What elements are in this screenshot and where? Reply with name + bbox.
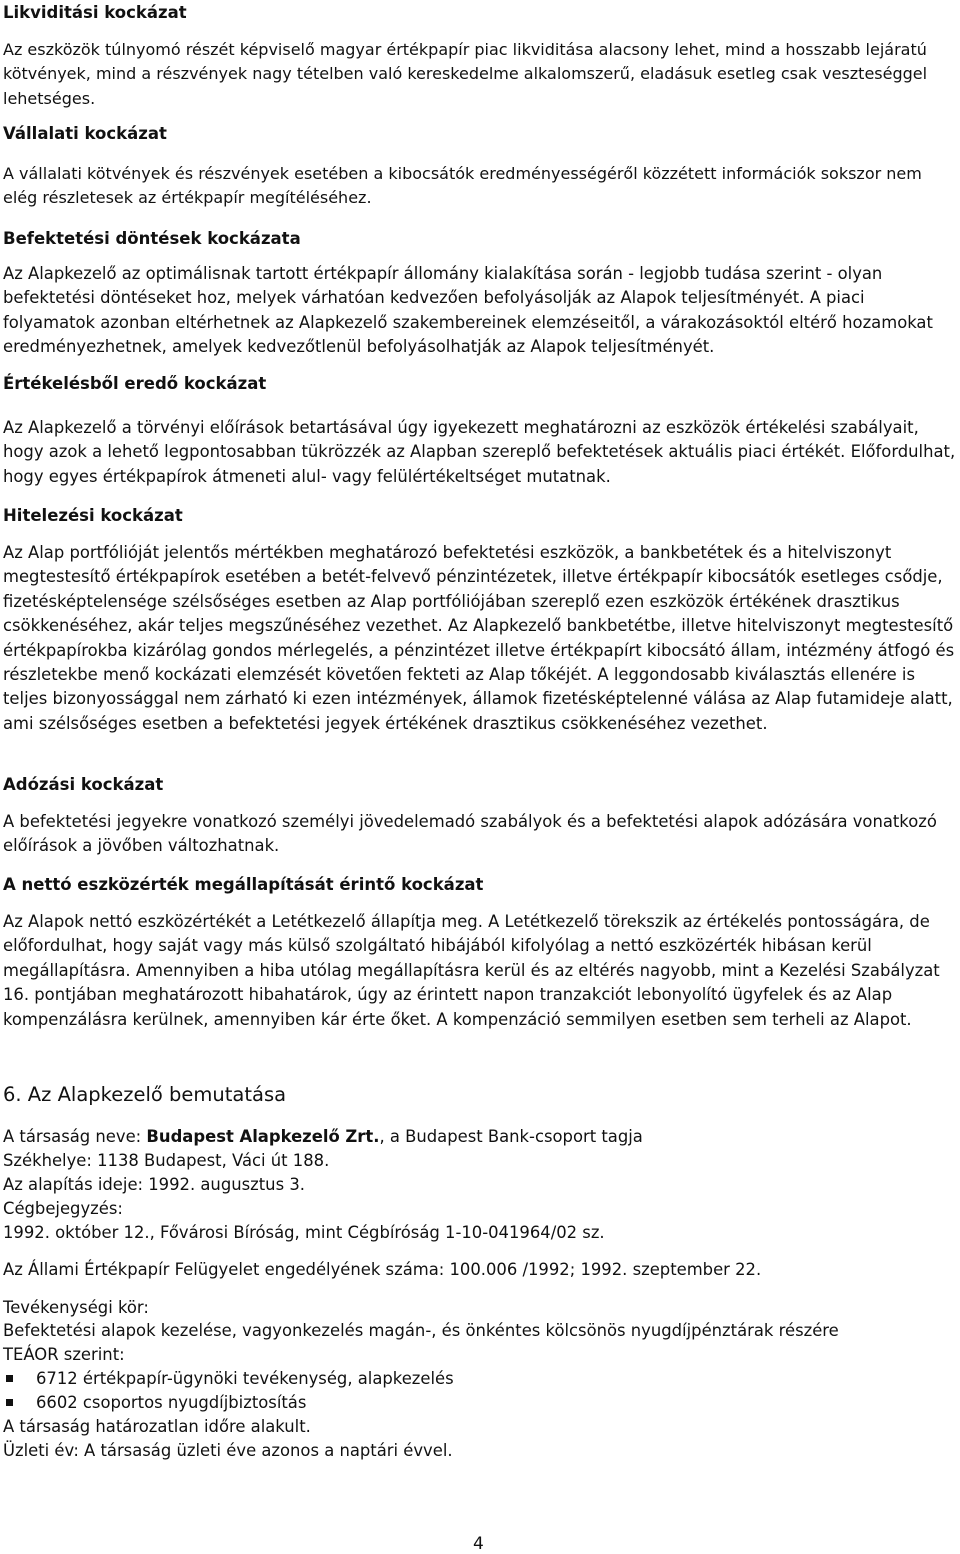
company-name-line (3, 1125, 643, 1148)
heading-likviditasi-kockazat: Likviditási kockázat (3, 3, 187, 22)
heading-netto-eszkozertek: A nettó eszközérték megállapítását érintő kockázat (3, 875, 484, 894)
company-name-suffix: , a Budapest Bank-csoport tagja (379, 1127, 643, 1146)
activity-value: Befektetési alapok kezelése, vagyonkezelés magán-, és önkéntes kölcsönös nyugdíjpénztárak részére (3, 1321, 839, 1340)
license-number: Az Állami Értékpapír Felügyelet engedélyének száma: 100.006 /1992; 1992. szeptember 22. (3, 1260, 762, 1279)
paragraph-befektetesi-dontesek: Az Alapkezelő az optimálisnak tartott értékpapír állomány kialakítása során - legjobb tudása szerint - olyan befektetési döntéseket hoz, melyek várhatóan kedvezően befolyásolják az Alapok teljesítményét. A piaci folyamatok azonban eltérhetnek az Alapkezelő szakembereinek elemzéseitől, a várakozásoktól eltérő hozamokat eredményezhetnek, amelyek kedvezőtlenül befolyásolhatják az Alapok teljesítményét. (3, 264, 933, 357)
heading-vallalati-kockazat: Vállalati kockázat (3, 124, 167, 143)
founding-date: Az alapítás ideje: 1992. augusztus 3. (3, 1175, 305, 1194)
company-name-prefix: A társaság neve: (3, 1127, 147, 1146)
heading-adozasi-kockazat: Adózási kockázat (3, 775, 164, 794)
paragraph-adozasi-kockazat: A befektetési jegyekre vonatkozó személyi jövedelemadó szabályok és a befektetési alapok adózására vonatkozó előírások a jövőben változhatnak. (3, 812, 937, 856)
heading-befektetesi-dontesek: Befektetési döntések kockázata (3, 229, 301, 248)
paragraph-hitelezesi-kockazat: Az Alap portfólióját jelentős mértékben meghatározó befektetési eszközök, a bankbetétek és a hitelviszonyt megtestesítő értékpapírok esetében a betét-felvevő pénzintézetek, illetve értékpapír kibocsátók esetleges csődje, fizetésképtelensége szélsőséges esetben az Alap portfóliójában szereplő ezen eszközök értékének drasztikus csökkenéséhez, akár teljes megszűnéséhez vezethet. Az Alapkezelő bankbetétbe, illetve hitelviszonyt megtestesítő értékpapírokba kizárólag gondos mérlegelés, a pénzintézet illetve értékpapírt kibocsátó állam, intézmény átfogó és részletekbe menő kockázati elemzését követően fekteti az Alap tőkéjét. A leggondosabb kiválasztás ellenére is teljes bizonyossággal nem zárható ki ezen intézmények, államok fizetésképtelenné válása az Alap futamideje alatt, ami szélsőséges esetben a befektetési jegyek értékének drasztikus csökkenéséhez vezethet. (3, 543, 955, 733)
company-seat: Székhelye: 1138 Budapest, Váci út 188. (3, 1151, 330, 1170)
teaor-label: TEÁOR szerint: (3, 1345, 125, 1364)
teaor-item-text: 6602 csoportos nyugdíjbiztosítás (36, 1393, 307, 1412)
section-title-alapkezelo: 6. Az Alapkezelő bemutatása (3, 1083, 287, 1106)
company-duration: A társaság határozatlan időre alakult. (3, 1417, 311, 1436)
teaor-item-text: 6712 értékpapír-ügynöki tevékenység, alapkezelés (36, 1369, 454, 1388)
heading-ertekelesbol-eredo: Értékelésből eredő kockázat (3, 374, 267, 393)
paragraph-ertekelesbol-eredo: Az Alapkezelő a törvényi előírások betartásával úgy igyekezett meghatározni az eszközök értékelési szabályait, hogy azok a lehető legpontosabban tükrözzék az Alapban szereplő befektetések aktuális piaci értékét. Előfordulhat, hogy egyes értékpapírok átmeneti alul- vagy felülértékeltséget mutatnak. (3, 418, 956, 486)
square-bullet-icon (6, 1375, 13, 1382)
teaor-list-item (36, 1367, 454, 1390)
square-bullet-icon (6, 1399, 13, 1406)
activity-label: Tevékenységi kör: (3, 1298, 149, 1317)
registration-label: Cégbejegyzés: (3, 1199, 123, 1218)
business-year: Üzleti év: A társaság üzleti éve azonos a naptári évvel. (3, 1441, 453, 1460)
paragraph-vallalati-kockazat: A vállalati kötvények és részvények esetében a kibocsátók eredményességéről közzétett információk sokszor nem elég részletesek az értékpapír megítéléséhez. (3, 164, 922, 208)
registration-value: 1992. október 12., Fővárosi Bíróság, mint Cégbíróság 1-10-041964/02 sz. (3, 1223, 605, 1242)
teaor-list-item (36, 1391, 306, 1414)
page-number: 4 (473, 1534, 484, 1554)
heading-hitelezesi-kockazat: Hitelezési kockázat (3, 506, 183, 525)
paragraph-likviditasi-kockazat: Az eszközök túlnyomó részét képviselő magyar értékpapír piac likviditása alacsony lehet, mind a hosszabb lejáratú kötvények, mind a részvények nagy tételben való kereskedelme alkalomszerű, eladásuk esetleg csak veszteséggel lehetséges. (3, 40, 928, 108)
paragraph-netto-eszkozertek: Az Alapok nettó eszközértékét a Letétkezelő állapítja meg. A Letétkezelő törekszik az értékelés pontosságára, de előfordulhat, hogy saját vagy más külső szolgáltató hibájából kifolyólag a nettó eszközérték hibásan kerül megállapításra. Amennyiben a hiba utólag megállapításra kerül és az eltérés nagyobb, mint a Kezelési Szabályzat 16. pontjában meghatározott hibahatárok, úgy az érintett napon tranzakciót lebonyolító ügyfelek és az Alap kompenzálásra kerülnek, amennyiben kár érte őket. A kompenzáció semmilyen esetben sem terheli az Alapot. (3, 912, 940, 1029)
company-name: Budapest Alapkezelő Zrt. (146, 1127, 380, 1146)
